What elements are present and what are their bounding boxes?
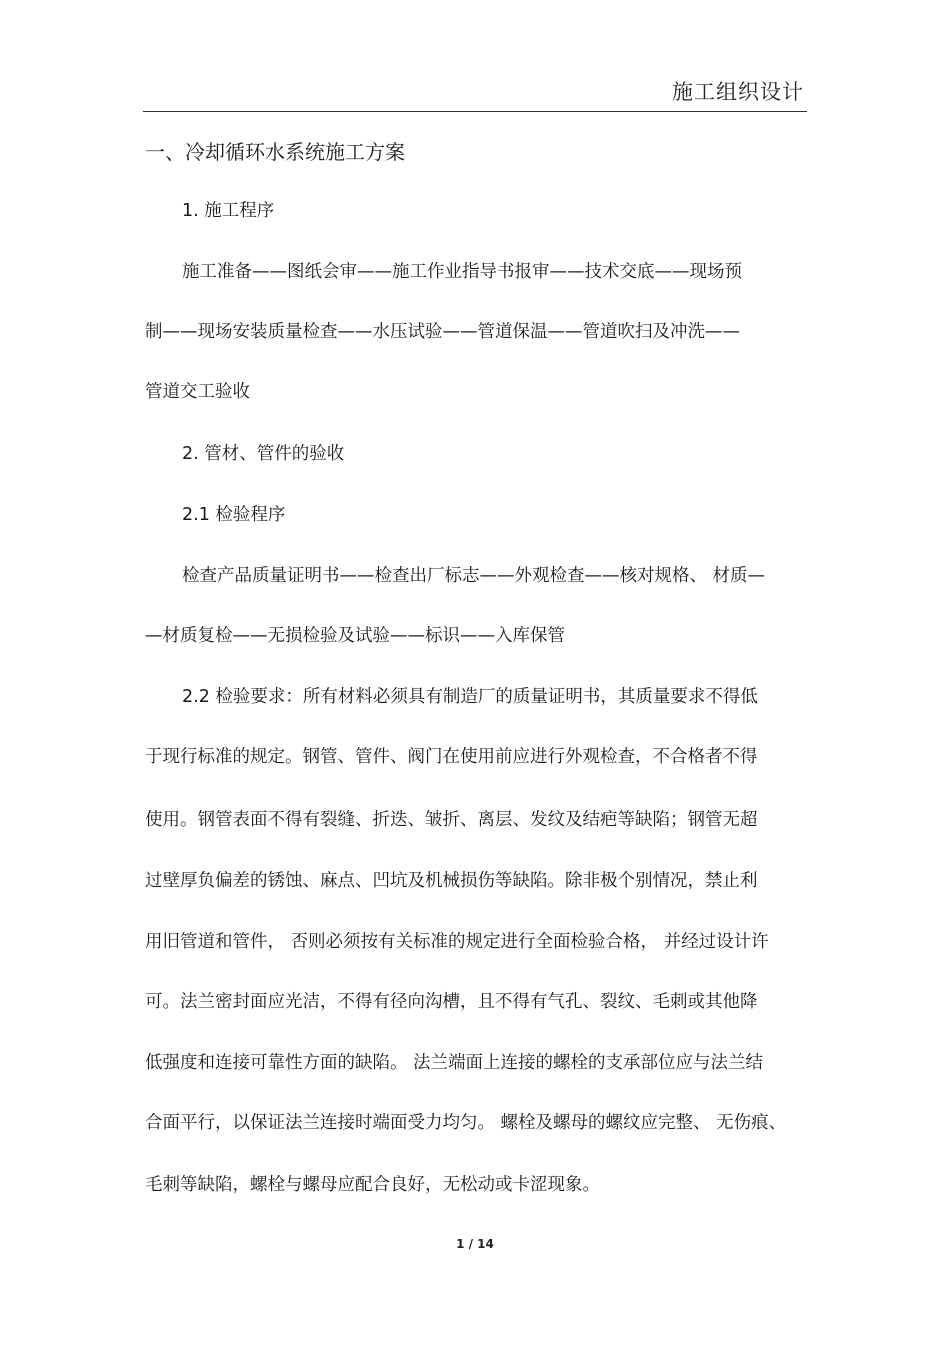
paragraph-line: 2.2 检验要求：所有材料必须具有制造厂的质量证明书，其质量要求不得低	[182, 687, 758, 707]
paragraph-line: —材质复检——无损检验及试验——标识——入库保管	[145, 626, 565, 646]
header-rule	[143, 111, 807, 112]
running-header: 施工组织设计	[672, 80, 804, 104]
subheading-pipe-acceptance: 2. 管材、管件的验收	[182, 444, 345, 464]
section-title: 一、冷却循环水系统施工方案	[145, 140, 405, 164]
subheading-inspection-procedure: 2.1 检验程序	[182, 505, 286, 525]
subheading-construction-procedure: 1. 施工程序	[182, 201, 275, 221]
paragraph-line: 于现行标准的规定。钢管、管件、阀门在使用前应进行外观检查，不合格者不得	[145, 747, 758, 767]
paragraph-line: 低强度和连接可靠性方面的缺陷。 法兰端面上连接的螺栓的支承部位应与法兰结	[145, 1053, 764, 1073]
page-number: 1 / 14	[456, 1237, 494, 1251]
paragraph-line: 过壁厚负偏差的锈蚀、麻点、凹坑及机械损伤等缺陷。除非极个别情况，禁止利	[145, 871, 758, 891]
paragraph-line: 施工准备——图纸会审——施工作业指导书报审——技术交底——现场预	[182, 262, 742, 282]
paragraph-line: 检查产品质量证明书——检查出厂标志——外观检查——核对规格、 材质—	[182, 566, 766, 586]
paragraph-line: 可。法兰密封面应光洁，不得有径向沟槽，且不得有气孔、裂纹、毛刺或其他降	[145, 992, 758, 1012]
paragraph-line: 使用。钢管表面不得有裂缝、折迭、皱折、离层、发纹及结疤等缺陷；钢管无超	[145, 810, 758, 830]
paragraph-line: 用旧管道和管件， 否则必须按有关标准的规定进行全面检验合格， 并经过设计许	[145, 932, 769, 952]
paragraph-line: 毛刺等缺陷，螺栓与螺母应配合良好，无松动或卡涩现象。	[145, 1175, 600, 1195]
paragraph-line: 合面平行，以保证法兰连接时端面受力均匀。 螺栓及螺母的螺纹应完整、 无伤痕、	[145, 1113, 787, 1133]
paragraph-line: 制——现场安装质量检查——水压试验——管道保温——管道吹扫及冲洗——	[145, 322, 740, 342]
paragraph-line: 管道交工验收	[145, 382, 250, 402]
